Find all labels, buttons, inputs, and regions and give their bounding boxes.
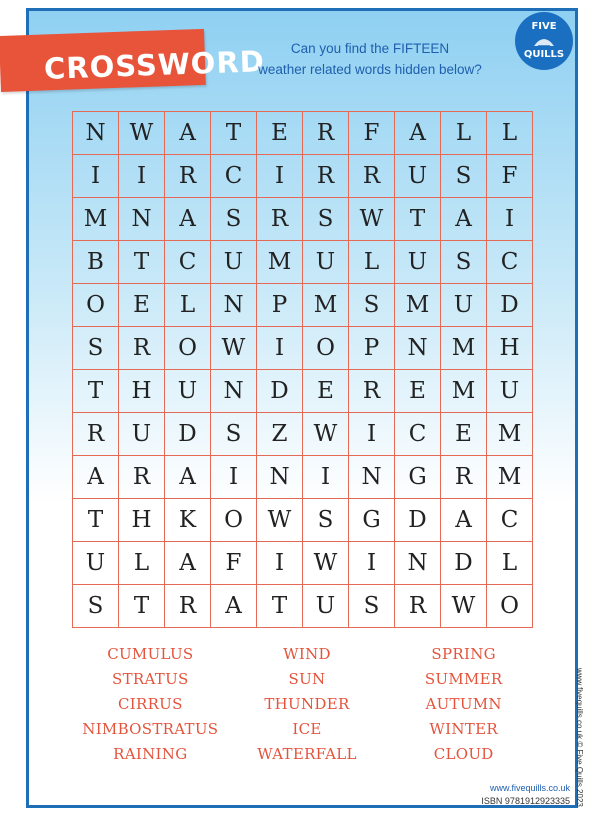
quill-logo-icon (532, 32, 556, 48)
grid-cell: U (303, 585, 349, 628)
logo-line-2: QUILLS (523, 49, 565, 60)
grid-cell: F (487, 155, 533, 198)
grid-cell: R (165, 585, 211, 628)
grid-cell: A (395, 112, 441, 155)
grid-cell: U (73, 542, 119, 585)
grid-cell: R (303, 155, 349, 198)
grid-cell: O (165, 327, 211, 370)
word-list-item: THUNDER (264, 695, 350, 713)
grid-cell: N (395, 327, 441, 370)
grid-cell: S (441, 155, 487, 198)
word-list-item: WATERFALL (257, 745, 357, 763)
grid-cell: N (119, 198, 165, 241)
word-list-item: SPRING (431, 645, 496, 663)
grid-cell: C (165, 241, 211, 284)
word-list-item: WIND (283, 645, 331, 663)
grid-cell: W (303, 542, 349, 585)
grid-cell: I (119, 155, 165, 198)
grid-cell: S (303, 198, 349, 241)
grid-cell: W (257, 499, 303, 542)
grid-cell: D (441, 542, 487, 585)
word-list-item: CLOUD (433, 745, 494, 763)
grid-cell: O (487, 585, 533, 628)
footer-website: www.fivequills.co.uk (489, 783, 570, 793)
grid-cell: W (211, 327, 257, 370)
grid-cell: U (165, 370, 211, 413)
grid-cell: D (395, 499, 441, 542)
grid-cell: M (441, 327, 487, 370)
grid-cell: M (73, 198, 119, 241)
grid-cell: E (441, 413, 487, 456)
grid-cell: T (73, 499, 119, 542)
grid-cell: D (487, 284, 533, 327)
grid-cell: M (441, 370, 487, 413)
grid-cell: I (211, 456, 257, 499)
grid-cell: R (119, 456, 165, 499)
grid-cell: I (257, 327, 303, 370)
grid-cell: I (349, 542, 395, 585)
grid-cell: A (211, 585, 257, 628)
grid-cell: L (487, 112, 533, 155)
grid-cell: S (73, 327, 119, 370)
word-list (72, 644, 542, 764)
footer (481, 782, 570, 808)
word-list-item: AUTUMN (425, 695, 502, 713)
grid-cell: I (303, 456, 349, 499)
grid-cell: U (441, 284, 487, 327)
grid-cell: F (211, 542, 257, 585)
side-copyright: www.fivequills.co.uk © Five Quills 2023 (575, 668, 584, 807)
grid-cell: R (395, 585, 441, 628)
grid-cell: D (165, 413, 211, 456)
grid-cell: U (395, 241, 441, 284)
grid-cell: U (487, 370, 533, 413)
grid-cell: L (487, 542, 533, 585)
grid-cell: C (487, 499, 533, 542)
grid-cell: L (441, 112, 487, 155)
grid-cell: A (165, 456, 211, 499)
grid-cell: I (349, 413, 395, 456)
word-list-item: ICE (292, 720, 322, 738)
grid-cell: U (395, 155, 441, 198)
grid-cell: L (349, 241, 395, 284)
grid-cell: E (303, 370, 349, 413)
grid-cell: M (257, 241, 303, 284)
word-list-item: STRATUS (112, 670, 189, 688)
grid-cell: S (349, 585, 395, 628)
grid-cell: N (349, 456, 395, 499)
grid-cell: F (349, 112, 395, 155)
grid-cell: T (73, 370, 119, 413)
grid-cell: I (257, 155, 303, 198)
grid-cell: W (441, 585, 487, 628)
grid-cell: S (211, 198, 257, 241)
intro-text (254, 38, 486, 80)
banner-title: CROSSWORD (43, 44, 266, 86)
grid-cell: R (441, 456, 487, 499)
grid-cell: S (303, 499, 349, 542)
grid-cell: T (119, 241, 165, 284)
grid-cell: A (441, 499, 487, 542)
grid-cell: O (73, 284, 119, 327)
word-list-item: SUN (288, 670, 326, 688)
word-search-grid (72, 111, 533, 628)
intro-line-1: Can you find the FIFTEEN (290, 41, 450, 56)
intro-line-2: weather related words hidden below? (258, 62, 482, 77)
grid-cell: M (395, 284, 441, 327)
word-list-item: CUMULUS (107, 645, 194, 663)
grid-cell: L (165, 284, 211, 327)
grid-cell: A (165, 542, 211, 585)
grid-cell: D (257, 370, 303, 413)
grid-cell: H (119, 370, 165, 413)
grid-cell: A (73, 456, 119, 499)
grid-cell: S (349, 284, 395, 327)
grid-cell: G (349, 499, 395, 542)
grid-cell: K (165, 499, 211, 542)
grid-cell: I (73, 155, 119, 198)
grid-cell: A (165, 198, 211, 241)
grid-cell: L (119, 542, 165, 585)
grid-cell: E (119, 284, 165, 327)
grid-cell: W (119, 112, 165, 155)
grid-cell: T (257, 585, 303, 628)
grid-cell: A (165, 112, 211, 155)
grid-cell: P (349, 327, 395, 370)
grid-cell: R (349, 370, 395, 413)
grid-cell: R (303, 112, 349, 155)
word-list-item: RAINING (113, 745, 188, 763)
grid-cell: C (211, 155, 257, 198)
grid-cell: H (487, 327, 533, 370)
grid-cell: U (303, 241, 349, 284)
grid-cell: M (487, 413, 533, 456)
grid-cell: O (303, 327, 349, 370)
grid-cell: C (395, 413, 441, 456)
grid-cell: R (165, 155, 211, 198)
grid-cell: S (441, 241, 487, 284)
grid-cell: C (487, 241, 533, 284)
grid-cell: G (395, 456, 441, 499)
grid-cell: W (303, 413, 349, 456)
word-list-item: WINTER (429, 720, 498, 738)
grid-cell: R (257, 198, 303, 241)
grid-cell: S (73, 585, 119, 628)
grid-cell: E (257, 112, 303, 155)
grid-cell: S (211, 413, 257, 456)
word-list-item: SUMMER (424, 670, 503, 688)
grid-cell: R (119, 327, 165, 370)
grid-cell: T (211, 112, 257, 155)
five-quills-logo (515, 12, 573, 70)
grid-cell: O (211, 499, 257, 542)
grid-cell: E (395, 370, 441, 413)
grid-cell: P (257, 284, 303, 327)
logo-line-1: FIVE (531, 21, 557, 32)
grid-cell: N (257, 456, 303, 499)
grid-cell: U (211, 241, 257, 284)
grid-cell: M (303, 284, 349, 327)
grid-cell: Z (257, 413, 303, 456)
footer-isbn: ISBN 9781912923335 (481, 796, 570, 806)
grid-cell: T (395, 198, 441, 241)
grid-cell: I (487, 198, 533, 241)
grid-cell: U (119, 413, 165, 456)
grid-cell: N (73, 112, 119, 155)
word-list-item: NIMBOSTRATUS (82, 720, 219, 738)
grid-cell: W (349, 198, 395, 241)
grid-cell: I (257, 542, 303, 585)
grid-cell: A (441, 198, 487, 241)
grid-cell: M (487, 456, 533, 499)
grid-cell: N (211, 370, 257, 413)
grid-cell: N (395, 542, 441, 585)
grid-cell: T (119, 585, 165, 628)
grid-cell: H (119, 499, 165, 542)
word-list-item: CIRRUS (117, 695, 183, 713)
grid-cell: R (349, 155, 395, 198)
grid-cell: N (211, 284, 257, 327)
grid-cell: B (73, 241, 119, 284)
grid-cell: R (73, 413, 119, 456)
